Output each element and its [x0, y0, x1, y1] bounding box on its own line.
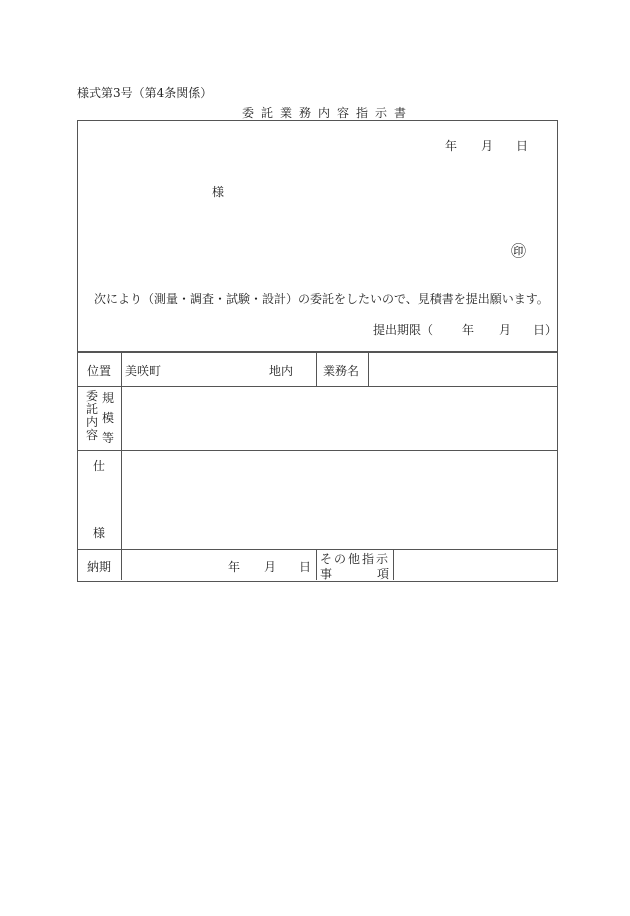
date-month: 月 [481, 139, 494, 153]
row-divider [77, 450, 557, 451]
body-text: 次により（測量・調査・試験・設計）の委託をしたいので、見積書を提出願います。 [94, 292, 549, 306]
location-town: 美咲町 [125, 364, 162, 378]
spec-label-bottom: 様 [93, 526, 106, 540]
delivery-month: 月 [264, 560, 277, 574]
spec-label-top: 仕 [93, 459, 106, 473]
delivery-label: 納期 [87, 560, 112, 574]
delivery-year: 年 [228, 560, 241, 574]
date-year: 年 [445, 139, 458, 153]
work-name-field[interactable] [370, 354, 554, 384]
scope-label-left: 委託内容 [86, 389, 99, 442]
date-day: 日 [516, 139, 529, 153]
deadline-day: 日） [533, 323, 558, 337]
other-instructions-field[interactable] [395, 551, 554, 579]
column-divider [368, 352, 369, 386]
other-label-bottom-right: 項 [377, 567, 390, 581]
column-divider [316, 549, 317, 580]
section-divider [77, 351, 557, 353]
deadline-label: 提出期限（ [373, 323, 434, 337]
spec-field[interactable] [123, 452, 554, 547]
addressee-suffix: 様 [212, 185, 225, 199]
location-label: 位置 [87, 364, 112, 378]
deadline-year: 年 [462, 323, 475, 337]
form-number: 様式第3号（第4条関係） [77, 86, 213, 100]
delivery-day: 日 [299, 560, 312, 574]
row-divider [77, 386, 557, 387]
other-label-bottom-left: 事 [320, 567, 333, 581]
location-suffix: 地内 [269, 364, 294, 378]
column-divider [393, 549, 394, 580]
row-divider [77, 549, 557, 550]
scope-label-right: 規模等 [102, 391, 115, 445]
column-divider [121, 352, 122, 580]
deadline-month: 月 [499, 323, 512, 337]
scope-field[interactable] [123, 388, 554, 448]
column-divider [316, 352, 317, 386]
document-title: 委託業務内容指示書 [242, 106, 414, 120]
work-name-label: 業務名 [323, 364, 360, 378]
seal-mark: ㊞ [511, 242, 527, 260]
other-label-top: その他指示 [320, 552, 391, 566]
